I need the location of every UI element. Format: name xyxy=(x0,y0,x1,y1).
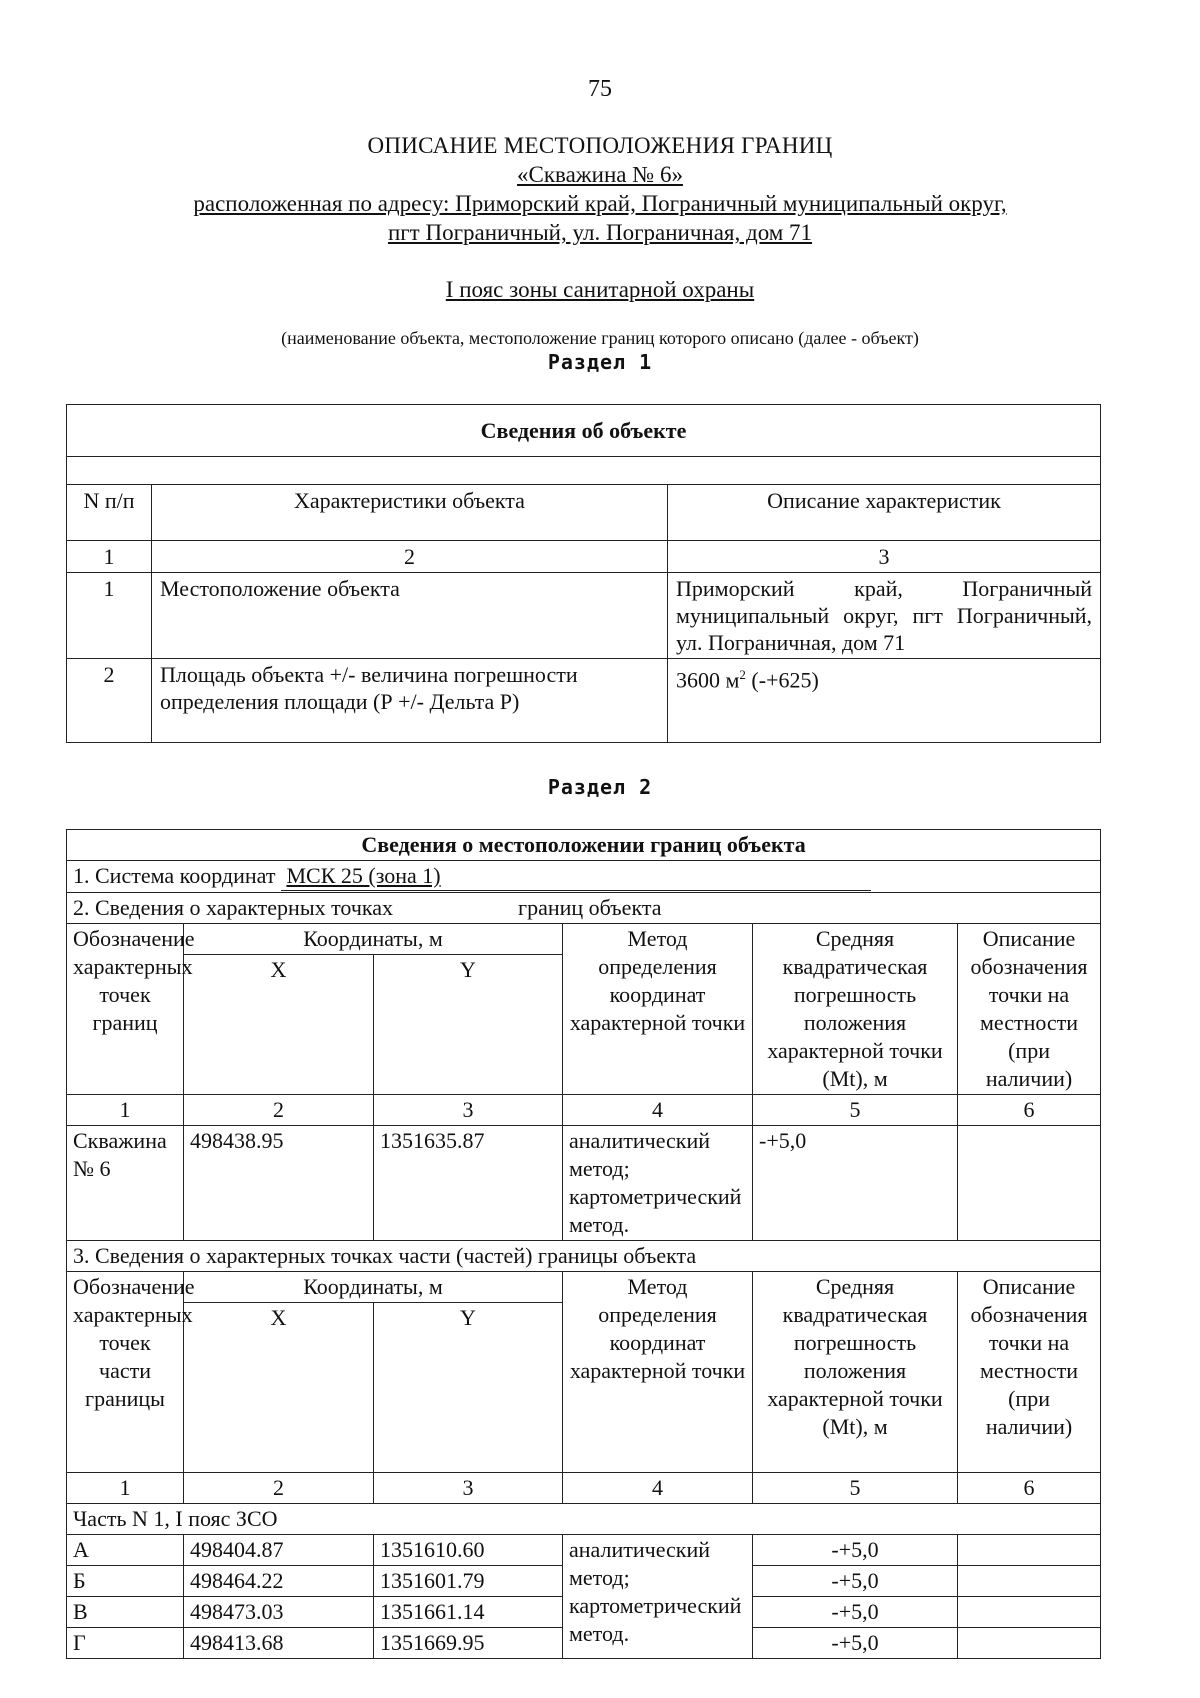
object-info-table xyxy=(66,404,1101,743)
column-number: 6 xyxy=(958,1095,1101,1126)
header-y: Y xyxy=(374,955,563,1095)
row-number: 2 xyxy=(67,659,152,743)
point-method: аналитический метод; картометрический метод. xyxy=(563,1126,753,1241)
table-row xyxy=(67,659,1101,743)
part-x: 498473.03 xyxy=(184,1597,374,1628)
section-1-label: Раздел 1 xyxy=(547,350,653,374)
point-x: 498438.95 xyxy=(184,1126,374,1241)
part-label: Часть N 1, I пояс ЗСО xyxy=(67,1504,1101,1535)
part-description xyxy=(958,1535,1101,1566)
object-caption: (наименование объекта, местоположение границ которого описано (далее - объект) xyxy=(281,328,919,348)
header-x: X xyxy=(184,1303,374,1473)
part-x: 498464.22 xyxy=(184,1566,374,1597)
header-coordinates: Координаты, м xyxy=(184,924,563,955)
header-coordinates: Координаты, м xyxy=(184,1272,563,1303)
header-characteristic: Характеристики объекта xyxy=(152,485,668,541)
column-number: 1 xyxy=(67,1473,184,1504)
column-number: 6 xyxy=(958,1473,1101,1504)
coord-system-line xyxy=(281,862,871,891)
header-y: Y xyxy=(374,1303,563,1473)
header-description: Описание характеристик xyxy=(668,485,1101,541)
part-y: 1351661.14 xyxy=(374,1597,563,1628)
boundaries-table xyxy=(66,829,1101,1659)
boundaries-title: Сведения о местоположении границ объекта xyxy=(67,830,1101,861)
part-y: 1351669.95 xyxy=(374,1628,563,1659)
header-accuracy: Средняя квадратическая погрешность положения характерной точки (Mt), м xyxy=(753,924,958,1095)
part-designation: В xyxy=(67,1597,184,1628)
part-y: 1351610.60 xyxy=(374,1535,563,1566)
coord-system-value: МСК 25 (зона 1) xyxy=(286,863,441,888)
zone-label: I пояс зоны санитарной охраны xyxy=(445,277,755,302)
part-designation: А xyxy=(67,1535,184,1566)
coord-system-row xyxy=(67,861,1101,893)
part-accuracy: -+5,0 xyxy=(753,1628,958,1659)
table-row xyxy=(67,1535,1101,1566)
address-line-2: пгт Пограничный, ул. Пограничная, дом 71 xyxy=(387,220,813,245)
object-name: «Скважина № 6» xyxy=(517,162,683,187)
page-number: 75 xyxy=(588,76,612,102)
column-number: 5 xyxy=(753,1095,958,1126)
section-2-label: Раздел 2 xyxy=(547,775,653,799)
part-accuracy: -+5,0 xyxy=(753,1535,958,1566)
column-number: 2 xyxy=(184,1473,374,1504)
point-y: 1351635.87 xyxy=(374,1126,563,1241)
column-number: 2 xyxy=(184,1095,374,1126)
table-row xyxy=(67,573,1101,659)
coord-system-label: 1. Система координат xyxy=(73,863,276,888)
spacer-row xyxy=(67,457,1101,485)
part-x: 498413.68 xyxy=(184,1628,374,1659)
header-point-description: Описание обозначения точки на местности (при наличии) xyxy=(958,924,1101,1095)
column-number: 1 xyxy=(67,541,152,573)
document-title: ОПИСАНИЕ МЕСТОПОЛОЖЕНИЯ ГРАНИЦ xyxy=(367,133,833,158)
part-x: 498404.87 xyxy=(184,1535,374,1566)
header-accuracy: Средняя квадратическая погрешность положения характерной точки (Mt), м xyxy=(753,1272,958,1473)
column-number: 3 xyxy=(668,541,1101,573)
point-designation: Скважина № 6 xyxy=(67,1126,184,1241)
column-number: 3 xyxy=(374,1095,563,1126)
header-designation: Обозначение характерных точек границ xyxy=(67,924,184,1095)
header-method: Метод определения координат характерной точки xyxy=(563,924,753,1095)
column-number: 4 xyxy=(563,1095,753,1126)
part-description xyxy=(958,1628,1101,1659)
column-number: 5 xyxy=(753,1473,958,1504)
part-accuracy: -+5,0 xyxy=(753,1566,958,1597)
header-method: Метод определения координат характерной точки xyxy=(563,1272,753,1473)
header-n: N п/п xyxy=(67,485,152,541)
points-heading: 2. Сведения о характерных точках границ объекта xyxy=(67,893,1101,924)
header-part-designation: Обозначение характерных точек части границы xyxy=(67,1272,184,1473)
row-characteristic: Площадь объекта +/- величина погрешности определения площади (Р +/- Дельта Р) xyxy=(152,659,668,743)
column-number: 3 xyxy=(374,1473,563,1504)
row-description: 3600 $м^2$ (-+625) xyxy=(668,659,1101,743)
parts-heading: 3. Сведения о характерных точках части (частей) границы объекта xyxy=(67,1241,1101,1272)
column-number: 1 xyxy=(67,1095,184,1126)
column-number: 2 xyxy=(152,541,668,573)
object-info-title: Сведения об объекте xyxy=(67,405,1101,457)
header-x: X xyxy=(184,955,374,1095)
part-y: 1351601.79 xyxy=(374,1566,563,1597)
part-description xyxy=(958,1597,1101,1628)
address-line-1: расположенная по адресу: Приморский край, Пограничный муниципальный округ, xyxy=(193,191,1007,216)
row-description: Приморский край, Пограничный муниципальный округ, пгт Пограничный, ул. Пограничная, дом 71 xyxy=(668,573,1101,659)
column-number: 4 xyxy=(563,1473,753,1504)
table-row xyxy=(67,1126,1101,1241)
part-method: аналитический метод; картометрический метод. xyxy=(563,1535,753,1659)
part-accuracy: -+5,0 xyxy=(753,1597,958,1628)
point-description xyxy=(958,1126,1101,1241)
row-characteristic: Местоположение объекта xyxy=(152,573,668,659)
point-accuracy: -+5,0 xyxy=(753,1126,958,1241)
part-description xyxy=(958,1566,1101,1597)
header-point-description: Описание обозначения точки на местности (при наличии) xyxy=(958,1272,1101,1473)
part-designation: Б xyxy=(67,1566,184,1597)
row-number: 1 xyxy=(67,573,152,659)
part-designation: Г xyxy=(67,1628,184,1659)
